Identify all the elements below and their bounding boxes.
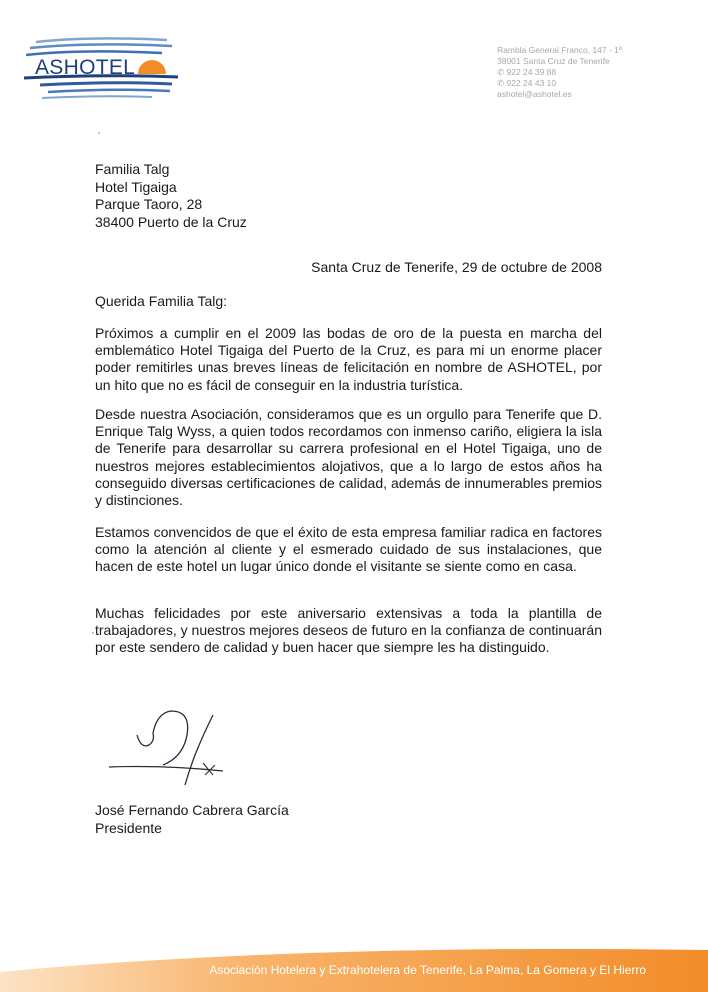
email-address: ashotel@ashotel.es <box>497 89 572 99</box>
address-line-2: 38001 Santa Cruz de Tenerife <box>497 56 610 66</box>
recipient-line: 38400 Puerto de la Cruz <box>95 213 247 230</box>
scan-speck <box>98 132 100 134</box>
body-paragraph: Muchas felicidades por este aniversario extensivas a toda la plantilla de trabajadores, y nuestros mejores deseos de futuro en la confianza de continuarán por este sendero de calidad y buen hacer que siempre les ha distinguido. <box>95 605 602 656</box>
recipient-line: Familia Talg <box>95 161 170 177</box>
contact-block <box>497 45 622 100</box>
footer-association-name: Asociación Hotelera y Extrahotelera de Tenerife, La Palma, La Gomera y El Hierro <box>209 963 646 977</box>
address-line-1: Rambla General Franco, 147 - 1º <box>497 45 622 55</box>
phone-number: ✆ 922 24 39 88 <box>497 67 557 77</box>
salutation: Querida Familia Talg: <box>95 293 228 309</box>
body-paragraph: Próximos a cumplir en el 2009 las bodas de oro de la puesta en marcha del emblemático Hotel Tigaiga del Puerto de la Cruz, es para mi un enorme placer poder remitirles unas breves líneas de felicitación en nombre de ASHOTEL, por un hito que no es fácil de conseguir en la industria turística. <box>95 325 602 393</box>
scan-speck <box>92 632 94 634</box>
letter-date: Santa Cruz de Tenerife, 29 de octubre de 2008 <box>311 259 602 275</box>
logo-wordmark: ASHOTEL <box>35 56 136 79</box>
fax-number: ✆ 922 24 43 10 <box>497 78 557 88</box>
signer-block <box>95 802 289 837</box>
handwritten-signature <box>105 705 230 800</box>
recipient-address <box>95 161 247 231</box>
body-paragraph: Desde nuestra Asociación, consideramos que es un orgullo para Tenerife que D. Enrique Talg Wyss, a quien todos recordamos con inmenso cariño, eligiera la isla de Tenerife para desarrollar su carrera profesional en el Hotel Tigaiga, uno de nuestros mejores establecimientos alojativos, que a lo largo de estos años ha conseguido diversas certificaciones de calidad, además de innumerables premios y distinciones. <box>95 406 602 509</box>
body-paragraph: Estamos convencidos de que el éxito de esta empresa familiar radica en factores como la atención al cliente y el esmerado cuidado de sus instalaciones, que hacen de este hotel un lugar único donde el visitante se siente como en casa. <box>95 524 602 575</box>
recipient-line: Hotel Tigaiga <box>95 178 177 195</box>
signer-name: José Fernando Cabrera García <box>95 802 289 818</box>
recipient-line: Parque Taoro, 28 <box>95 196 203 212</box>
signer-title: Presidente <box>95 819 162 836</box>
